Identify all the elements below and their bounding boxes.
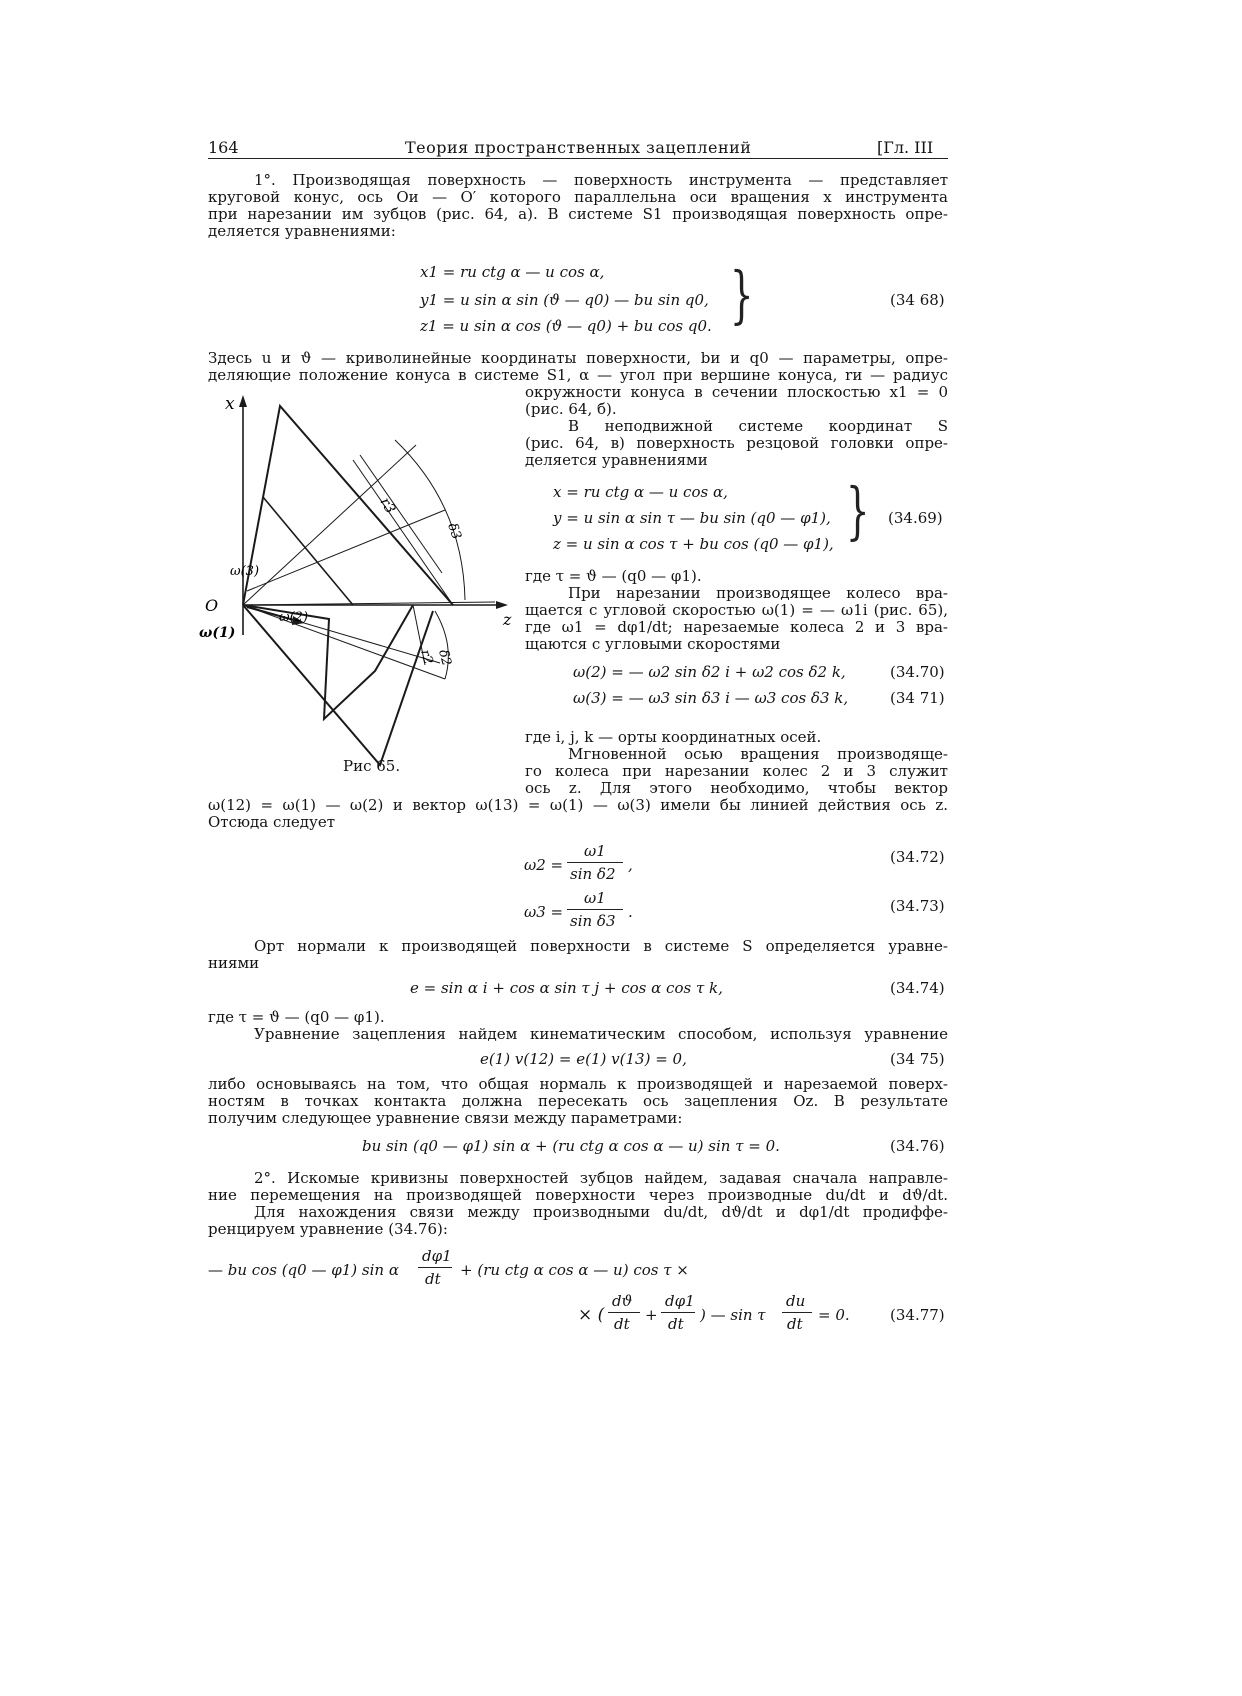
eq-3475-number: (34 75) — [890, 1050, 945, 1068]
eq-3477-frac4-bar — [782, 1312, 812, 1313]
eq-3477-frac3-bar — [661, 1312, 695, 1313]
eq-3472-number: (34.72) — [890, 848, 945, 866]
rc2-line-5: щаются с угловыми скоростями — [525, 635, 781, 653]
delta2-arc — [435, 611, 448, 679]
rc-line-2: (рис. 64, б). — [525, 400, 617, 418]
rc2-line-3: щается с угловой скоростью ω(1) = — ω1i (рис. 65), — [525, 601, 948, 619]
eq-3477-frac4-num: du — [786, 1292, 806, 1310]
chapter-label: [Гл. III — [877, 138, 934, 157]
eq-3468-number: (34 68) — [890, 291, 945, 309]
label-omega2: ω(2) — [279, 610, 309, 625]
figure-caption: Рис 65. — [343, 757, 401, 775]
page-number: 164 — [208, 138, 239, 157]
rc3-line-1: где i, j, k — орты координатных осей. — [525, 728, 822, 746]
eq-3477-line2-a: × ( — [578, 1305, 605, 1325]
label-z: z — [503, 610, 512, 629]
eq-3468-line-2: y1 = u sin α sin (ϑ — q0) — bи sin q0, — [420, 291, 709, 309]
hence-line: Отсюда следует — [208, 813, 336, 831]
p1-line-3: при нарезании им зубцов (рис. 64, а). В системе S1 производящая поверхность опре- — [208, 205, 948, 223]
p4-line-2: Уравнение зацепления найдем кинематическим способом, используя уравнение — [254, 1025, 948, 1043]
eq-3477-line1-a: — bи cos (q0 — φ1) sin α — [208, 1261, 399, 1279]
eq-3472-num: ω1 — [584, 842, 606, 860]
z-axis-arrow — [496, 601, 508, 609]
p6-line-3: Для нахождения связи между производными du/dt, dϑ/dt и dφ1/dt продиффе- — [254, 1203, 948, 1221]
eq-3468-line-3: z1 = u sin α cos (ϑ — q0) + bи cos q0. — [420, 317, 712, 335]
label-delta3: δ3 — [444, 521, 464, 542]
p5-line-2: ностям в точках контакта должна пересекать ось зацепления Oz. В результате — [208, 1092, 948, 1110]
eq-3469-line-3: z = u sin α cos τ + bи cos (q0 — φ1), — [553, 535, 834, 553]
eq-3476-number: (34.76) — [890, 1137, 945, 1155]
eq-3477-frac3-num: dφ1 — [665, 1292, 695, 1310]
eq-3470: ω(2) = — ω2 sin δ2 i + ω2 cos δ2 k, — [573, 663, 846, 681]
eq-3475: e(1) v(12) = e(1) v(13) = 0, — [480, 1050, 687, 1068]
label-r2: r2 — [417, 648, 436, 667]
rc-line-4: (рис. 64, в) поверхность резцовой головки опре- — [525, 434, 948, 452]
label-origin: O — [205, 596, 219, 615]
running-title: Теория пространственных зацеплений — [405, 138, 752, 157]
eq-3471: ω(3) = — ω3 sin δ3 i — ω3 cos δ3 k, — [573, 689, 849, 707]
eq-3472-tail: , — [628, 856, 633, 874]
eq-3469-brace: } — [845, 474, 870, 547]
eq-3477-frac2-den: dt — [614, 1315, 630, 1333]
p3-line-2: ниями — [208, 954, 260, 972]
p6-line-1: 2°. Искомые кривизны поверхностей зубцов найдем, задавая сначала направле- — [254, 1169, 948, 1187]
rc-line-5: деляется уравнениями — [525, 451, 708, 469]
eq-3477-frac2-num: dϑ — [612, 1292, 633, 1310]
rc2-line-1: где τ = ϑ — (q0 — φ1). — [525, 567, 702, 585]
eq-3477-line2-b: ) — sin τ — [700, 1306, 766, 1324]
eq-3473-bar — [567, 909, 623, 910]
eq-3468-brace: } — [729, 258, 754, 331]
p6-line-2: ние перемещения на производящей поверхности через производные du/dt и dϑ/dt. — [208, 1186, 948, 1204]
p1-line-2: круговой конус, ось Oи — O′ которого параллельна оси вращения x инструмента — [208, 188, 948, 206]
label-delta2: δ2 — [435, 648, 454, 668]
label-r3: r3 — [376, 495, 399, 517]
eq-3472-bar — [567, 862, 623, 863]
cone-upper-outline — [243, 406, 453, 605]
eq-3476: bи sin (q0 — φ1) sin α + (rи ctg α cos α — u) sin τ = 0. — [362, 1137, 780, 1155]
eq-3477-frac4-den: dt — [787, 1315, 803, 1333]
rc3-line-2: Мгновенной осью вращения производяще- — [568, 745, 948, 763]
eq-3472-den: sin δ2 — [570, 865, 616, 883]
eq-3469-number: (34.69) — [888, 509, 943, 527]
p1-line-1: 1°. Производящая поверхность — поверхность инструмента — представляет — [254, 171, 948, 189]
eq-3471-number: (34 71) — [890, 689, 945, 707]
eq-3477-frac1-bar — [418, 1267, 452, 1268]
eq-3470-number: (34.70) — [890, 663, 945, 681]
r3-dimension — [360, 455, 442, 573]
p6-line-4: ренцируем уравнение (34.76): — [208, 1220, 448, 1238]
vector-line: ω(12) = ω(1) — ω(2) и вектор ω(13) = ω(1) — ω(3) имели бы линией действия ось z. — [208, 796, 948, 814]
eq-3473-lhs: ω3 = — [524, 903, 564, 921]
cone-lower-outline — [243, 605, 413, 719]
eq-3477-frac2-bar — [608, 1312, 640, 1313]
eq-3477-plus: + — [645, 1306, 658, 1324]
figure-65 — [199, 394, 520, 755]
p2-line-2: деляющие положение конуса в системе S1, α — угол при вершине конуса, rи — радиус — [208, 366, 948, 384]
eq-3473-num: ω1 — [584, 889, 606, 907]
eq-3473-number: (34.73) — [890, 897, 945, 915]
eq-3477-number: (34.77) — [890, 1306, 945, 1324]
x-axis-arrow — [239, 395, 247, 407]
rc2-line-2: При нарезании производящее колесо вра- — [568, 584, 948, 602]
eq-3474: e = sin α i + cos α sin τ j + cos α cos τ k, — [410, 979, 723, 997]
eq-3469-line-1: x = rи ctg α — u cos α, — [553, 483, 728, 501]
rc-line-1: окружности конуса в сечении плоскостью x1 = 0 — [525, 383, 948, 401]
rc3-line-4: ось z. Для этого необходимо, чтобы вектор — [525, 779, 948, 797]
rc2-line-4: где ω1 = dφ1/dt; нарезаемые колеса 2 и 3 вра- — [525, 618, 948, 636]
label-omega1: ω(1) — [199, 625, 236, 641]
eq-3473-tail: . — [628, 903, 633, 921]
p2-line-1: Здесь u и ϑ — криволинейные координаты поверхности, bи и q0 — параметры, опре- — [208, 349, 948, 367]
eq-3468-line-1: x1 = rи ctg α — u cos α, — [420, 263, 605, 281]
p3-line-1: Орт нормали к производящей поверхности в системе S определяется уравне- — [254, 937, 948, 955]
cone-upper-inner — [263, 497, 353, 605]
eq-3477-frac1-den: dt — [425, 1270, 441, 1288]
rc-line-3: В неподвижной системе координат S — [568, 417, 948, 435]
label-x: x — [225, 394, 235, 414]
eq-3477-line2-c: = 0. — [818, 1306, 850, 1324]
rc3-line-3: го колеса при нарезании колес 2 и 3 служит — [525, 762, 948, 780]
eq-3473-den: sin δ3 — [570, 912, 616, 930]
p1-line-4: деляется уравнениями: — [208, 222, 396, 240]
eq-3477-line1-b: + (rи ctg α cos α — u) cos τ × — [460, 1261, 689, 1279]
eq-3477-frac1-num: dφ1 — [422, 1247, 452, 1265]
eq-3469-line-2: y = u sin α sin τ — bи sin (q0 — φ1), — [553, 509, 831, 527]
eq-3472-lhs: ω2 = — [524, 856, 564, 874]
label-omega3: ω(3) — [230, 564, 260, 579]
p5-line-3: получим следующее уравнение связи между параметрами: — [208, 1109, 683, 1127]
header-rule — [208, 158, 948, 159]
eq-3474-number: (34.74) — [890, 979, 945, 997]
p4-line-1: где τ = ϑ — (q0 — φ1). — [208, 1008, 385, 1026]
p5-line-1: либо основываясь на том, что общая нормаль к производящей и нарезаемой поверх- — [208, 1075, 948, 1093]
eq-3477-frac3-den: dt — [668, 1315, 684, 1333]
